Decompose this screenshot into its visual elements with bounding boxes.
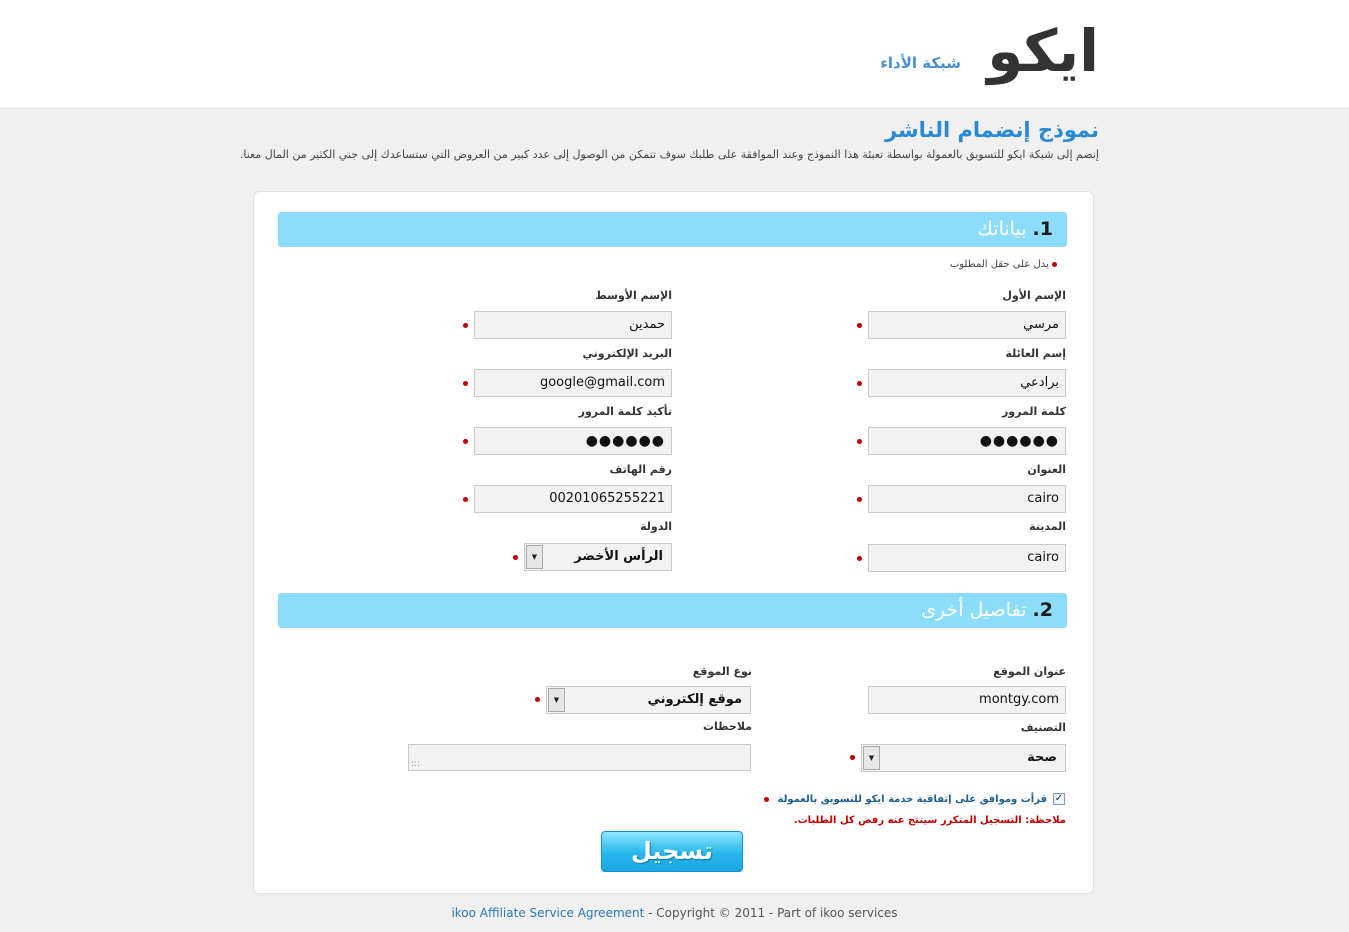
section-2-title: تفاصيل أخرى	[921, 599, 1027, 621]
page-description: إنضم إلى شبكة ايكو للتسويق بالعمولة بواسطة تعبئة هذا النموذج وعند الموافقة على طلبك سوف تتمكن من الوصول إلى عدد كبير من العروض التي ستساعدك إلى جني الكثير من المال معنا.	[239, 148, 1099, 161]
country-select-value: الرأس الأخضر	[574, 549, 663, 564]
password-input[interactable]: ●●●●●●	[868, 427, 1066, 455]
phone-label: رقم الهاتف	[609, 463, 672, 476]
email-label: البريد الإلكتروني	[582, 347, 672, 360]
logo[interactable]: ايكو	[987, 17, 1099, 85]
chevron-down-icon[interactable]: ▼	[526, 545, 543, 569]
required-dot-icon	[857, 556, 862, 561]
page-title: نموذج إنضمام الناشر	[884, 118, 1099, 142]
section-2-header	[278, 593, 1067, 628]
site-type-select[interactable]	[546, 686, 751, 714]
footer	[0, 906, 1349, 920]
first-name-input[interactable]: مرسي	[868, 311, 1066, 339]
required-dot-icon	[513, 555, 518, 560]
required-dot-icon	[535, 697, 540, 702]
section-2-number: 2.	[1032, 599, 1053, 621]
site-type-label: نوع الموقع	[692, 665, 752, 678]
city-label: المدينة	[1029, 520, 1066, 533]
section-1-header	[278, 212, 1067, 247]
category-select[interactable]	[861, 744, 1066, 772]
top-header	[0, 0, 1349, 107]
middle-name-input[interactable]: حمدين	[474, 311, 672, 339]
required-dot-icon	[857, 497, 862, 502]
agree-row[interactable]	[764, 793, 1065, 805]
required-dot-icon	[463, 439, 468, 444]
required-dot-icon	[764, 797, 769, 802]
city-input[interactable]: cairo	[868, 544, 1066, 572]
footer-copyright: - Copyright © 2011 - Part of ikoo services	[644, 906, 898, 920]
site-url-label: عنوان الموقع	[993, 665, 1066, 678]
password-label: كلمة المرور	[1001, 405, 1066, 418]
required-dot-icon	[463, 381, 468, 386]
address-input[interactable]: cairo	[868, 485, 1066, 513]
required-dot-icon	[463, 497, 468, 502]
required-dot-icon	[857, 439, 862, 444]
password-confirm-input[interactable]: ●●●●●●	[474, 427, 672, 455]
email-input[interactable]: google@gmail.com	[474, 369, 672, 397]
section-1-number: 1.	[1032, 218, 1053, 240]
last-name-input[interactable]: برادعي	[868, 369, 1066, 397]
chevron-down-icon[interactable]: ▼	[863, 746, 880, 770]
agree-text[interactable]: قرأت وموافق على إتفاقية خدمة ايكو للتسويق بالعمولة	[777, 794, 1047, 805]
required-dot-icon	[463, 323, 468, 328]
required-note	[950, 259, 1057, 270]
password-confirm-label: تأكيد كلمة المرور	[578, 405, 672, 418]
last-name-label: إسم العائلة	[1005, 347, 1066, 360]
required-note-text: يدل على حقل المطلوب	[949, 259, 1049, 270]
notes-label: ملاحظات	[703, 720, 752, 733]
required-dot-icon	[857, 381, 862, 386]
duplicate-warning: ملاحظة: التسجيل المتكرر سينتج عنه رفض كل الطلبات.	[793, 815, 1066, 826]
category-label: التصنيف	[1020, 721, 1066, 734]
site-type-select-value: موقع إلكتروني	[647, 692, 742, 707]
phone-input[interactable]: 00201065255221	[474, 485, 672, 513]
agreement-link[interactable]: ikoo Affiliate Service Agreement	[451, 906, 645, 920]
section-1-title: بياناتك	[977, 218, 1027, 240]
site-url-input[interactable]: montgy.com	[868, 686, 1066, 714]
country-label: الدولة	[640, 520, 672, 533]
form-panel	[253, 191, 1094, 894]
required-dot-icon	[850, 755, 855, 760]
category-select-value: صحة	[1027, 750, 1057, 765]
notes-textarea[interactable]	[408, 744, 751, 771]
country-select[interactable]	[524, 543, 672, 571]
resize-grip-icon[interactable]: :::	[411, 759, 421, 769]
first-name-label: الإسم الأول	[1002, 289, 1066, 302]
required-dot-icon	[1052, 262, 1057, 267]
agree-checkbox[interactable]: ✓	[1054, 793, 1064, 804]
register-button[interactable]: تسجيل	[601, 831, 743, 872]
chevron-down-icon[interactable]: ▼	[548, 688, 565, 712]
required-dot-icon	[857, 323, 862, 328]
address-label: العنوان	[1027, 463, 1066, 476]
logo-tagline: شبكة الأداء	[880, 54, 961, 72]
middle-name-label: الإسم الأوسط	[595, 289, 672, 302]
